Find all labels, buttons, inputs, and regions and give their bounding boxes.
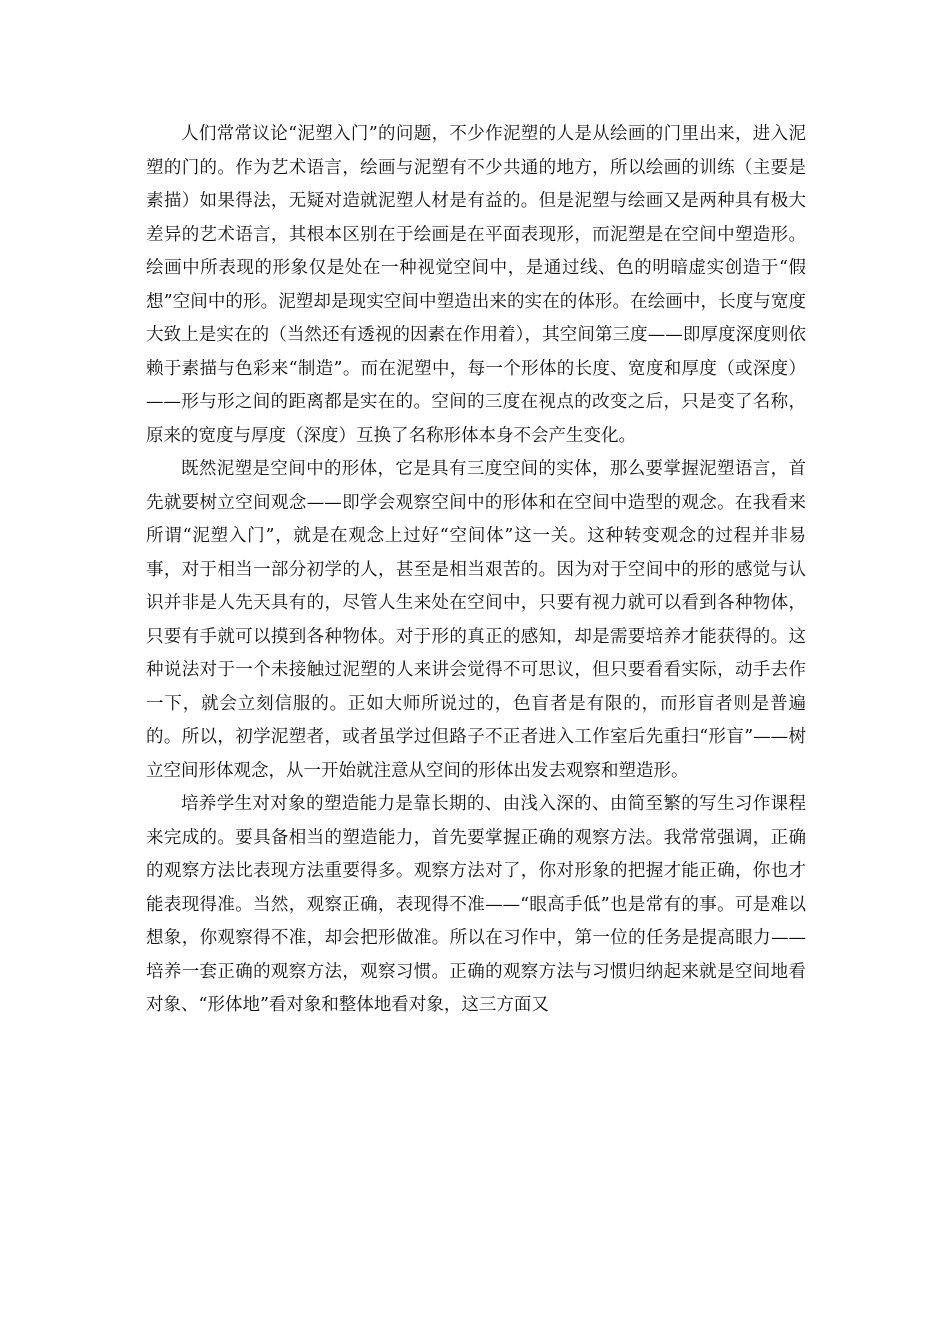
paragraph-3: 培养学生对对象的塑造能力是靠长期的、由浅入深的、由简至繁的写生习作课程来完成的。要具备相当的塑造能力，首先要掌握正确的观察方法。我常常强调，正确的观察方法比表现方法重要得多。观察方法对了，你对形象的把握才能正确，你也才能表现得准。当然，观察正确，表现得不准——“眼高手低”也是常有的事。可是难以想象，你观察得不准，却会把形做准。所以在习作中，第一位的任务是提高眼力——培养一套正确的观察方法，观察习惯。正确的观察方法与习惯归纳起来就是空间地看对象、“形体地”看对象和整体地看对象，这三方面又 — [146, 794, 806, 1015]
paragraph-1: 人们常常议论“泥塑入门”的问题，不少作泥塑的人是从绘画的门里出来，进入泥塑的门的。作为艺术语言，绘画与泥塑有不少共通的地方，所以绘画的训练（主要是素描）如果得法，无疑对造就泥塑人材是有益的。但是泥塑与绘画又是两种具有极大差异的艺术语言，其根本区别在于绘画是在平面表现形，而泥塑是在空间中塑造形。绘画中所表现的形象仅是处在一种视觉空间中，是通过线、色的明暗虚实创造于“假想”空间中的形。泥塑却是现实空间中塑造出来的实在的体形。在绘画中，长度与宽度大致上是实在的（当然还有透视的因素在作用着），其空间第三度——即厚度深度则依赖于素描与色彩来“制造”。而在泥塑中，每一个形体的长度、宽度和厚度（或深度）——形与形之间的距离都是实在的。空间的三度在视点的改变之后，只是变了名称，原来的宽度与厚度（深度）互换了名称形体本身不会产生变化。 — [146, 124, 806, 446]
paragraph-2: 既然泥塑是空间中的形体，它是具有三度空间的实体，那么要掌握泥塑语言，首先就要树立空间观念——即学会观察空间中的形体和在空间中造型的观念。在我看来所谓“泥塑入门”，就是在观念上过好“空间体”这一关。这种转变观念的过程并非易事，对于相当一部分初学的人，甚至是相当艰苦的。因为对于空间中的形的感觉与认识并非是人先天具有的，尽管人生来处在空间中，只要有视力就可以看到各种物体，只要有手就可以摸到各种物体。对于形的真正的感知，却是需要培养才能获得的。这种说法对于一个未接触过泥塑的人来讲会觉得不可思议，但只要看看实际，动手去作一下，就会立刻信服的。正如大师所说过的，色盲者是有限的，而形盲者则是普遍的。所以，初学泥塑者，或者虽学过但路子不正者进入工作室后先重扫“形盲”——树立空间形体观念，从一开始就注意从空间的形体出发去观察和塑造形。 — [146, 459, 806, 781]
document-page — [146, 118, 806, 1023]
